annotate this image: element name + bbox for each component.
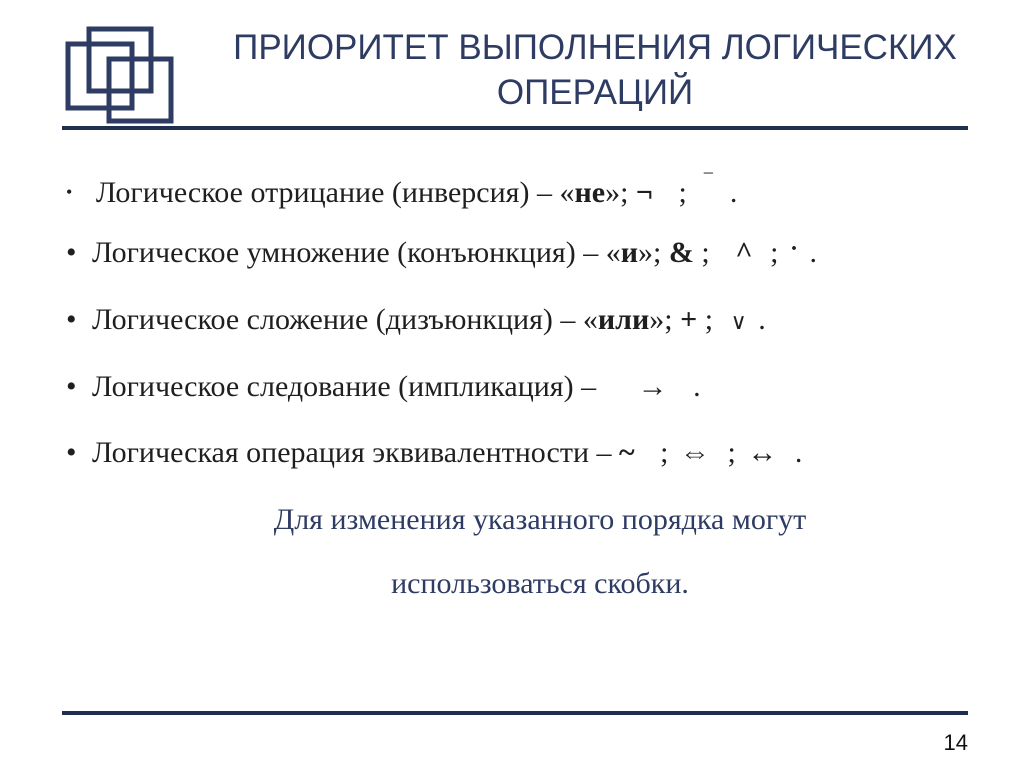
item-after-keyword: »; [605,176,636,209]
slide-title-line-1: ПРИОРИТЕТ ВЫПОЛНЕНИЯ ЛОГИЧЕСКИХ [233,28,957,67]
bullet: • [66,182,73,202]
page-number: 14 [943,730,968,755]
wedge-symbol: ^ [735,236,753,269]
tilde-symbol: ~ [619,436,635,469]
ampersand-symbol: & [668,236,694,269]
item-text: Логическое следование (импликация) – [92,370,597,403]
item-text: Логическая операция эквивалентности – [92,436,612,469]
item-text: Логическое сложение (дизъюнкция) – « [92,303,598,336]
terminator: . [809,236,817,269]
dot-symbol: · [789,236,798,262]
bullet: • [66,303,77,336]
list-item-conjunction [66,235,817,273]
list-item-implication [66,369,701,405]
top-divider [62,126,968,130]
item-after-keyword: »; [638,236,669,269]
item-keyword: или [597,303,650,336]
terminator: . [693,370,701,403]
list-item-equivalence [66,435,802,471]
separator: ; [660,436,669,469]
note-line-1: Для изменения указанного порядка могут [273,503,807,536]
item-text: Логическое умножение (конъюнкция) – « [92,236,621,269]
separator: ; [770,236,779,269]
terminator: . [758,303,766,336]
overline-symbol: ‾ [704,172,713,198]
vee-symbol: ∨ [730,309,747,334]
item-keyword: не [574,176,606,209]
left-right-arrow-symbol: ↔ [747,436,778,469]
list-item-negation [66,172,738,214]
note-line-2: использоваться скобки. [391,567,689,600]
double-arrow-symbol: ⇔ [679,436,710,469]
list-item-disjunction [66,302,766,340]
item-text: Логическое отрицание (инверсия) – « [95,176,575,209]
bullet: • [66,236,77,269]
separator: ; [678,176,687,209]
negation-symbol: ¬ [635,176,654,209]
bottom-divider [62,711,968,715]
terminator: . [729,176,738,209]
terminator: . [794,436,803,469]
separator: ; [704,303,714,336]
right-arrow-symbol: → [637,370,668,403]
separator: ; [727,436,736,469]
bullet: • [66,370,77,403]
separator: ; [701,236,710,269]
logo-squares-icon [64,26,176,124]
plus-symbol: + [680,303,698,336]
item-after-keyword: »; [649,303,681,336]
item-keyword: и [620,236,638,269]
bullet: • [66,436,77,469]
slide-title-line-2: ОПЕРАЦИЙ [496,73,694,112]
